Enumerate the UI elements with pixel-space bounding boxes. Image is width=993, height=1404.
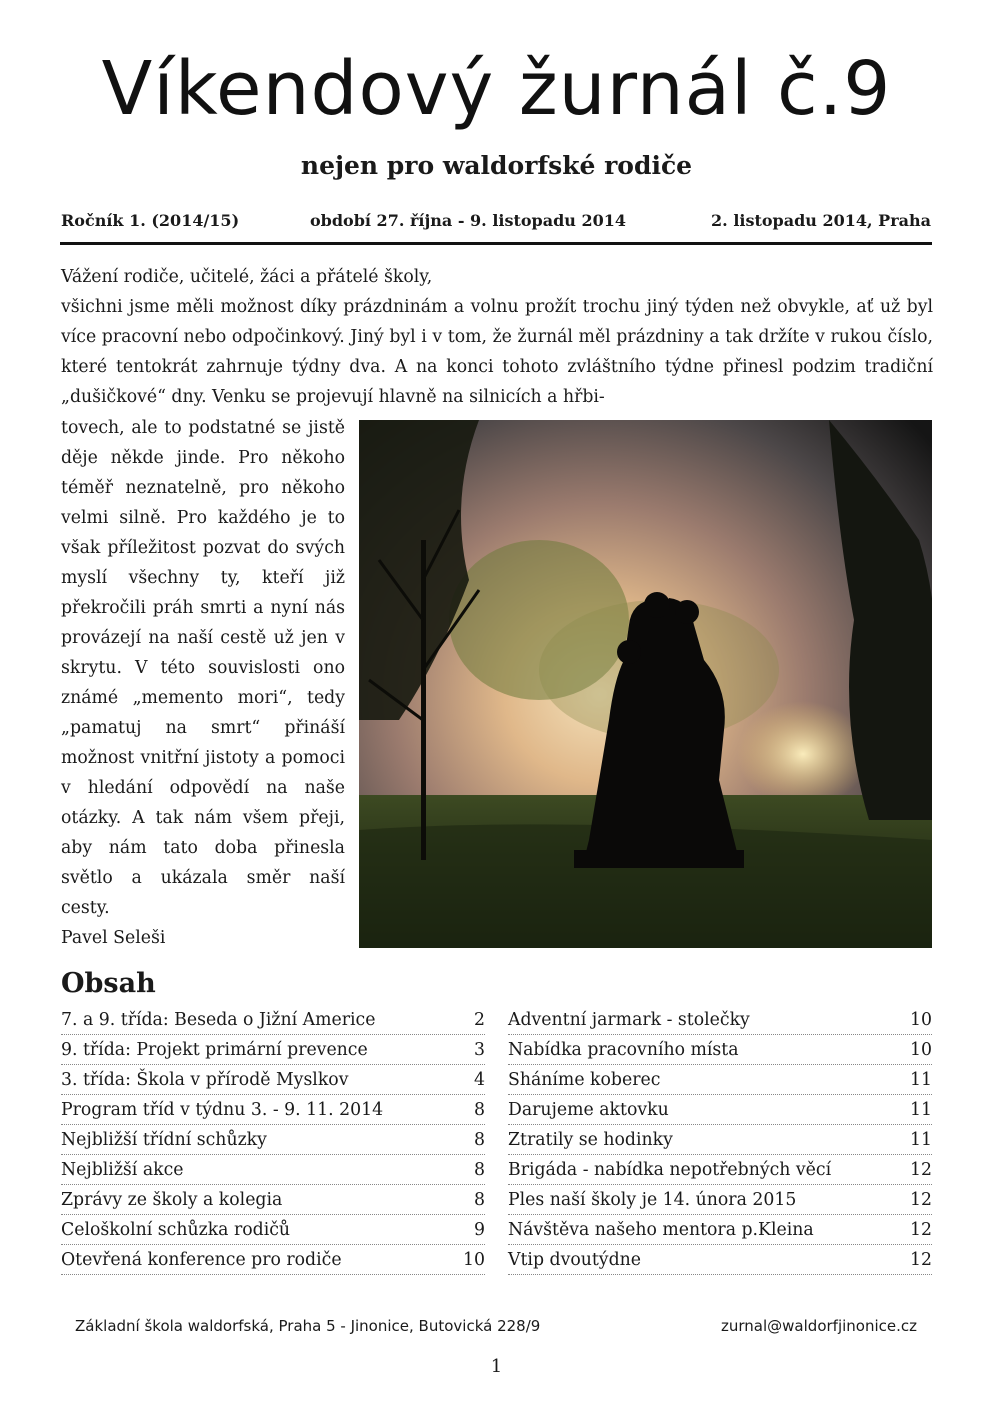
date-place-label: 2. listopadu 2014, Praha	[711, 211, 931, 230]
toc-item-title: Sháníme koberec	[508, 1065, 660, 1094]
toc-item-title: Otevřená konference pro rodiče	[61, 1245, 342, 1274]
article-column-text: tovech, ale to podstatné se jistě děje někde jinde. Pro někoho téměř neznatelně, pro někoho velmi silně. Pro každého je to však příležitost pozvat do svých myslí všechny ty, kteří již překročili práh smrti a nyní nás provázejí na naší cestě už jen v skrytu. V této souvislosti ono známé „memento mori“, tedy „pamatuj na smrt“ přináší možnost vnitřní jistoty a pomoci v hledání odpovědí na naše otázky. A tak nám všem přeji, aby nám tato doba přinesla světlo a ukázala směr naší cesty.	[61, 418, 345, 918]
toc-item[interactable]	[61, 1005, 485, 1035]
toc-item[interactable]	[508, 1035, 932, 1065]
toc-heading: Obsah	[61, 968, 156, 999]
toc-item-page: 8	[474, 1125, 485, 1154]
toc-item[interactable]	[61, 1065, 485, 1095]
toc-item[interactable]	[61, 1185, 485, 1215]
toc-item-page: 11	[910, 1125, 932, 1154]
toc-item-title: 3. třída: Škola v přírodě Myslkov	[61, 1065, 348, 1094]
toc-item[interactable]	[508, 1065, 932, 1095]
toc-item-page: 12	[910, 1245, 932, 1274]
toc-item-title: Brigáda - nabídka nepotřebných věcí	[508, 1155, 831, 1184]
toc-item[interactable]	[61, 1215, 485, 1245]
toc-item-page: 8	[474, 1185, 485, 1214]
toc-item-page: 11	[910, 1065, 932, 1094]
toc-item-title: Darujeme aktovku	[508, 1095, 669, 1124]
newsletter-subtitle: nejen pro waldorfské rodiče	[300, 151, 693, 180]
toc-item[interactable]	[508, 1005, 932, 1035]
toc-item[interactable]	[61, 1035, 485, 1065]
toc-item[interactable]	[508, 1125, 932, 1155]
footer-address: Základní škola waldorfská, Praha 5 - Jinonice, Butovická 228/9	[75, 1317, 541, 1335]
toc-item-page: 2	[474, 1005, 485, 1034]
header-divider	[60, 242, 932, 245]
toc-item[interactable]	[61, 1245, 485, 1275]
toc-item[interactable]	[508, 1095, 932, 1125]
toc-item-title: Program tříd v týdnu 3. - 9. 11. 2014	[61, 1095, 383, 1124]
toc-item-title: Návštěva našeho mentora p.Kleina	[508, 1215, 814, 1244]
toc-item-title: Ples naší školy je 14. února 2015	[508, 1185, 796, 1214]
newsletter-title: Víkendový žurnál č.9	[101, 46, 892, 132]
volume-label: Ročník 1. (2014/15)	[61, 211, 240, 230]
article-intro-text: všichni jsme měli možnost díky prázdninám a volnu prožít trochu jiný týden než obvykle, ať už byl více pracovní nebo odpočinkový. Jiný byl i v tom, že žurnál měl prázdniny a tak držíte v rukou číslo, které tentokrát zahrnuje týdny dva. A na konci tohoto zvláštního týdne přinesl podzim tradiční „dušičkové“ dny. Venku se projevují hlavně na silnicích a hřbi-	[61, 297, 933, 407]
toc-item-title: 9. třída: Projekt primární prevence	[61, 1035, 368, 1064]
article-column	[61, 413, 345, 953]
article-greeting: Vážení rodiče, učitelé, žáci a přátelé školy,	[61, 267, 433, 287]
toc-item[interactable]	[61, 1125, 485, 1155]
toc-item-page: 8	[474, 1095, 485, 1124]
period-label: období 27. října - 9. listopadu 2014	[310, 211, 627, 230]
toc-item-title: Nabídka pracovního místa	[508, 1035, 739, 1064]
toc-item-title: Celoškolní schůzka rodičů	[61, 1215, 290, 1244]
toc-item-page: 10	[463, 1245, 485, 1274]
toc-item[interactable]	[61, 1155, 485, 1185]
statue-night-photo	[359, 420, 932, 948]
toc-item-page: 10	[910, 1005, 932, 1034]
toc-item-page: 4	[474, 1065, 485, 1094]
toc-item-page: 12	[910, 1215, 932, 1244]
toc-item-page: 8	[474, 1155, 485, 1184]
toc-item-title: Zprávy ze školy a kolegia	[61, 1185, 282, 1214]
toc-item[interactable]	[508, 1215, 932, 1245]
toc-item-page: 3	[474, 1035, 485, 1064]
toc-item[interactable]	[61, 1095, 485, 1125]
toc-item-page: 12	[910, 1155, 932, 1184]
toc-item-page: 10	[910, 1035, 932, 1064]
toc-left-list	[61, 1005, 485, 1275]
toc-item[interactable]	[508, 1155, 932, 1185]
page-number: 1	[490, 1356, 503, 1377]
footer-email-link[interactable]: zurnal@waldorfjinonice.cz	[721, 1317, 917, 1335]
toc-item-title: Vtip dvoutýdne	[508, 1245, 641, 1274]
toc-item-title: 7. a 9. třída: Beseda o Jižní Americe	[61, 1005, 375, 1034]
toc-item-title: Nejbližší akce	[61, 1155, 184, 1184]
toc-item-title: Adventní jarmark - stolečky	[508, 1005, 750, 1034]
toc-item[interactable]	[508, 1245, 932, 1275]
toc-item-page: 11	[910, 1095, 932, 1124]
toc-item-title: Ztratily se hodinky	[508, 1125, 673, 1154]
toc-item-page: 9	[474, 1215, 485, 1244]
toc-item-page: 12	[910, 1185, 932, 1214]
photo-illustration	[359, 420, 932, 948]
toc-item[interactable]	[508, 1185, 932, 1215]
article-author: Pavel Seleši	[61, 928, 166, 948]
article-intro	[61, 262, 933, 412]
toc-item-title: Nejbližší třídní schůzky	[61, 1125, 267, 1154]
toc-right-list	[508, 1005, 932, 1275]
